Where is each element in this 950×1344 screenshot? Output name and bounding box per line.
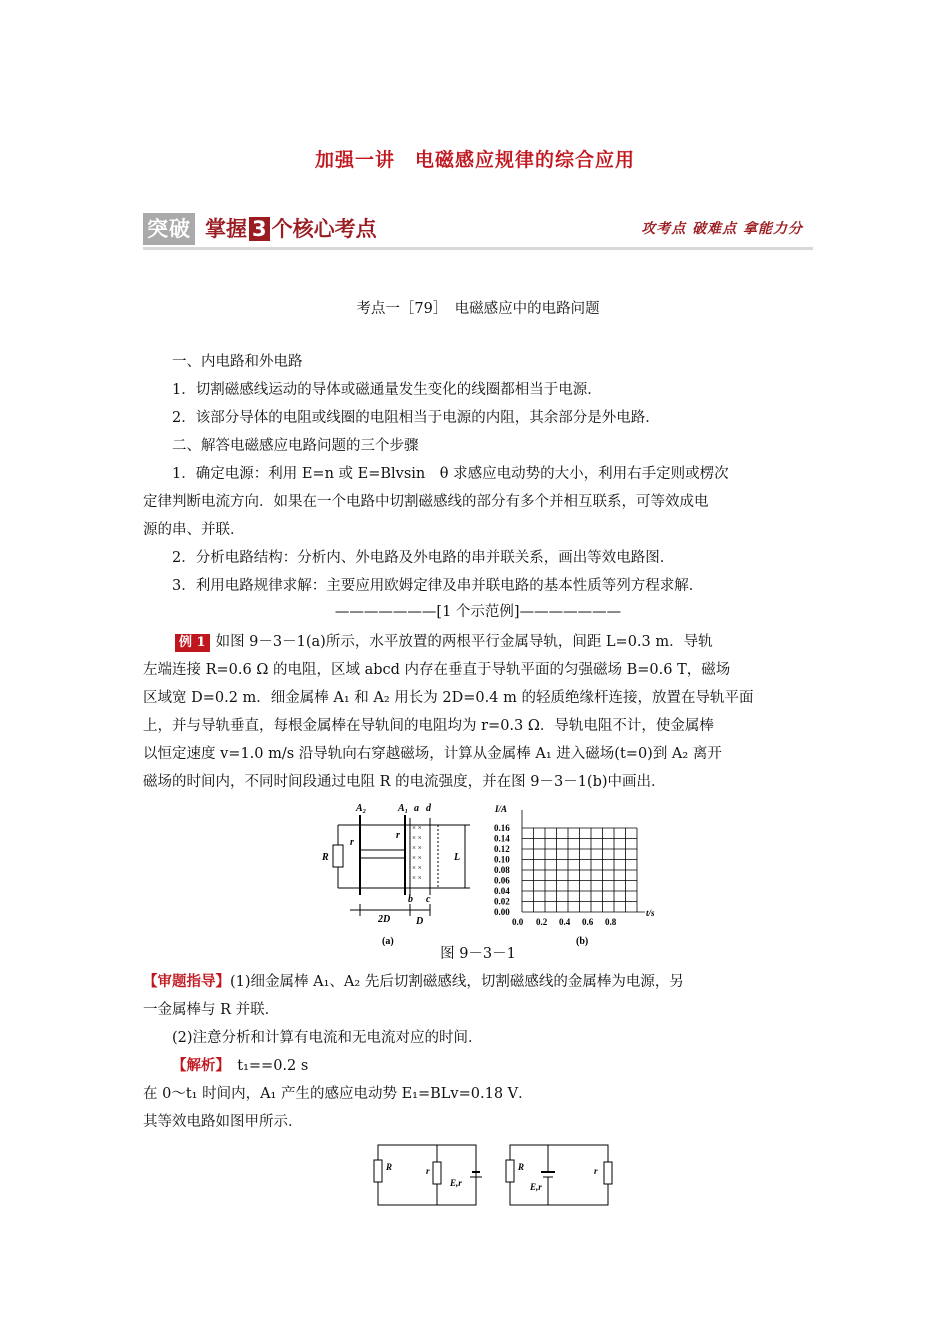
figure-caption: 图 9－3－1 <box>440 946 516 962</box>
figure-9-3-1 <box>320 800 670 950</box>
text-line: 3．利用电路规律求解：主要应用欧姆定律及串并联电路的基本性质等列方程求解． <box>172 578 704 594</box>
example-divider: ———————[1 个示范例]——————— <box>334 604 622 620</box>
banner-number: 3 <box>249 217 270 241</box>
page-title: 加强一讲 电磁感应规律的综合应用 <box>314 149 635 171</box>
example-line: 左端连接 R=0.6 Ω 的电阻，区域 abcd 内存在垂直于导轨平面的匀强磁场 B=0.6 T，磁场 <box>143 662 731 678</box>
y-tick: 0.00 <box>494 907 510 917</box>
example-badge: 例 1 <box>175 634 210 652</box>
banner-tag: 突破 <box>143 213 195 245</box>
section-banner <box>143 213 813 250</box>
svg-text:× ×: × × <box>412 874 422 882</box>
figure-a-label: (a) <box>382 936 394 947</box>
label-a2: A₂ <box>356 803 367 814</box>
label-r-left: r <box>350 837 354 848</box>
text-line: 一、内电路和外电路 <box>172 354 303 370</box>
svg-text:× ×: × × <box>412 854 422 862</box>
x-tick: 0.2 <box>536 917 548 927</box>
text-line: 1．确定电源：利用 E=n 或 E=Blvsin θ 求感应电动势的大小，利用右手定则或楞次 <box>172 466 729 482</box>
figure-b-grid <box>522 810 645 912</box>
figure-b-label: (b) <box>576 936 589 947</box>
label-d: d <box>426 803 431 814</box>
label-D: D <box>416 916 424 927</box>
example-line: 区域宽 D=0.2 m．细金属棒 A₁ 和 A₂ 用长为 2D=0.4 m 的轻质绝缘杆连接，放置在导轨平面 <box>143 690 754 706</box>
y-tick: 0.12 <box>494 844 510 854</box>
example-line: 例 1 如图 9－3－1(a)所示，水平放置的两根平行金属导轨，间距 L=0.3 m．导轨 <box>143 633 845 652</box>
label-a: a <box>414 803 419 814</box>
magnetic-field-marks <box>412 824 422 882</box>
svg-text:× ×: × × <box>412 844 422 852</box>
label-l: L <box>454 852 461 863</box>
svg-text:× ×: × × <box>412 824 422 832</box>
circuit-left-r: R <box>386 1162 393 1172</box>
solution-line: 其等效电路如图甲所示． <box>143 1114 303 1130</box>
section-heading: 考点一［79］ 电磁感应中的电路问题 <box>356 301 600 317</box>
label-resistor: R <box>322 852 329 863</box>
y-tick: 0.14 <box>494 833 510 844</box>
banner-title: 掌握 3 个核心考点 <box>205 217 377 241</box>
circuit-left-r-small: r <box>426 1166 430 1176</box>
guide-line: (2)注意分析和计算有电流和无电流对应的时间． <box>172 1030 483 1046</box>
y-tick: 0.04 <box>494 886 510 896</box>
guide-line: 一金属棒与 R 并联． <box>143 1002 280 1018</box>
circuit-right-r-small: r <box>594 1166 598 1176</box>
label-b: b <box>408 894 413 905</box>
solution-label: 【解析】 <box>172 1057 223 1074</box>
text-line: 1．切割磁感线运动的导体或磁通量发生变化的线圈都相当于电源． <box>172 382 602 398</box>
text-line: 2．该部分导体的电阻或线圈的电阻相当于电源的内阻，其余部分是外电路． <box>172 410 660 426</box>
x-tick: 0.0 <box>512 917 524 927</box>
y-axis-label: I/A <box>495 804 508 814</box>
banner-slogan: 攻考点 破难点 拿能力分 <box>641 221 803 237</box>
label-a1: A₁ <box>398 803 409 814</box>
circuit-left-source: E,r <box>450 1178 462 1188</box>
example-line: 磁场的时间内，不同时间段通过电阻 R 的电流强度，并在图 9－3－1(b)中画出． <box>143 774 666 790</box>
solution-line: 【解析】 t₁==0.2 s <box>172 1057 309 1074</box>
label-r-right: r <box>396 830 400 841</box>
guide-line: 【审题指导】(1)细金属棒 A₁、A₂ 先后切割磁感线，切割磁感线的金属棒为电源，另 <box>143 973 684 990</box>
circuit-right-r: R <box>518 1162 525 1172</box>
svg-text:× ×: × × <box>412 864 422 872</box>
text-line: 定律判断电流方向．如果在一个电路中切割磁感线的部分有多个并相互联系，可等效成电 <box>143 494 709 510</box>
y-tick: 0.08 <box>494 865 510 875</box>
y-tick: 0.10 <box>494 854 510 865</box>
equivalent-circuits <box>370 1140 620 1210</box>
figure-a-diagram <box>333 815 470 916</box>
circuit-right-source: E,r <box>530 1182 542 1192</box>
x-tick: 0.8 <box>605 917 617 927</box>
x-tick: 0.4 <box>559 917 571 927</box>
label-c: c <box>426 894 431 905</box>
y-tick: 0.06 <box>494 875 510 886</box>
solution-line: 在 0～t₁ 时间内，A₁ 产生的感应电动势 E₁=BLv=0.18 V． <box>143 1086 533 1102</box>
label-2d: 2D <box>378 914 391 925</box>
svg-text:× ×: × × <box>412 834 422 842</box>
y-tick: 0.16 <box>494 823 510 833</box>
example-line: 上，并与导轨垂直，每根金属棒在导轨间的电阻均为 r=0.3 Ω．导轨电阻不计，使金属棒 <box>143 718 714 734</box>
text-line: 源的串、并联． <box>143 522 245 538</box>
text-line: 2．分析电路结构：分析内、外电路及外电路的串并联关系，画出等效电路图． <box>172 550 675 566</box>
x-tick: 0.6 <box>582 917 594 927</box>
example-line: 以恒定速度 v=1.0 m/s 沿导轨向右穿越磁场，计算从金属棒 A₁ 进入磁场(t=0)到 A₂ 离开 <box>143 746 722 762</box>
x-axis-label: t/s <box>646 908 655 918</box>
guide-label: 【审题指导】 <box>143 973 230 990</box>
text-line: 二、解答电磁感应电路问题的三个步骤 <box>172 438 419 454</box>
y-tick: 0.02 <box>494 896 510 907</box>
